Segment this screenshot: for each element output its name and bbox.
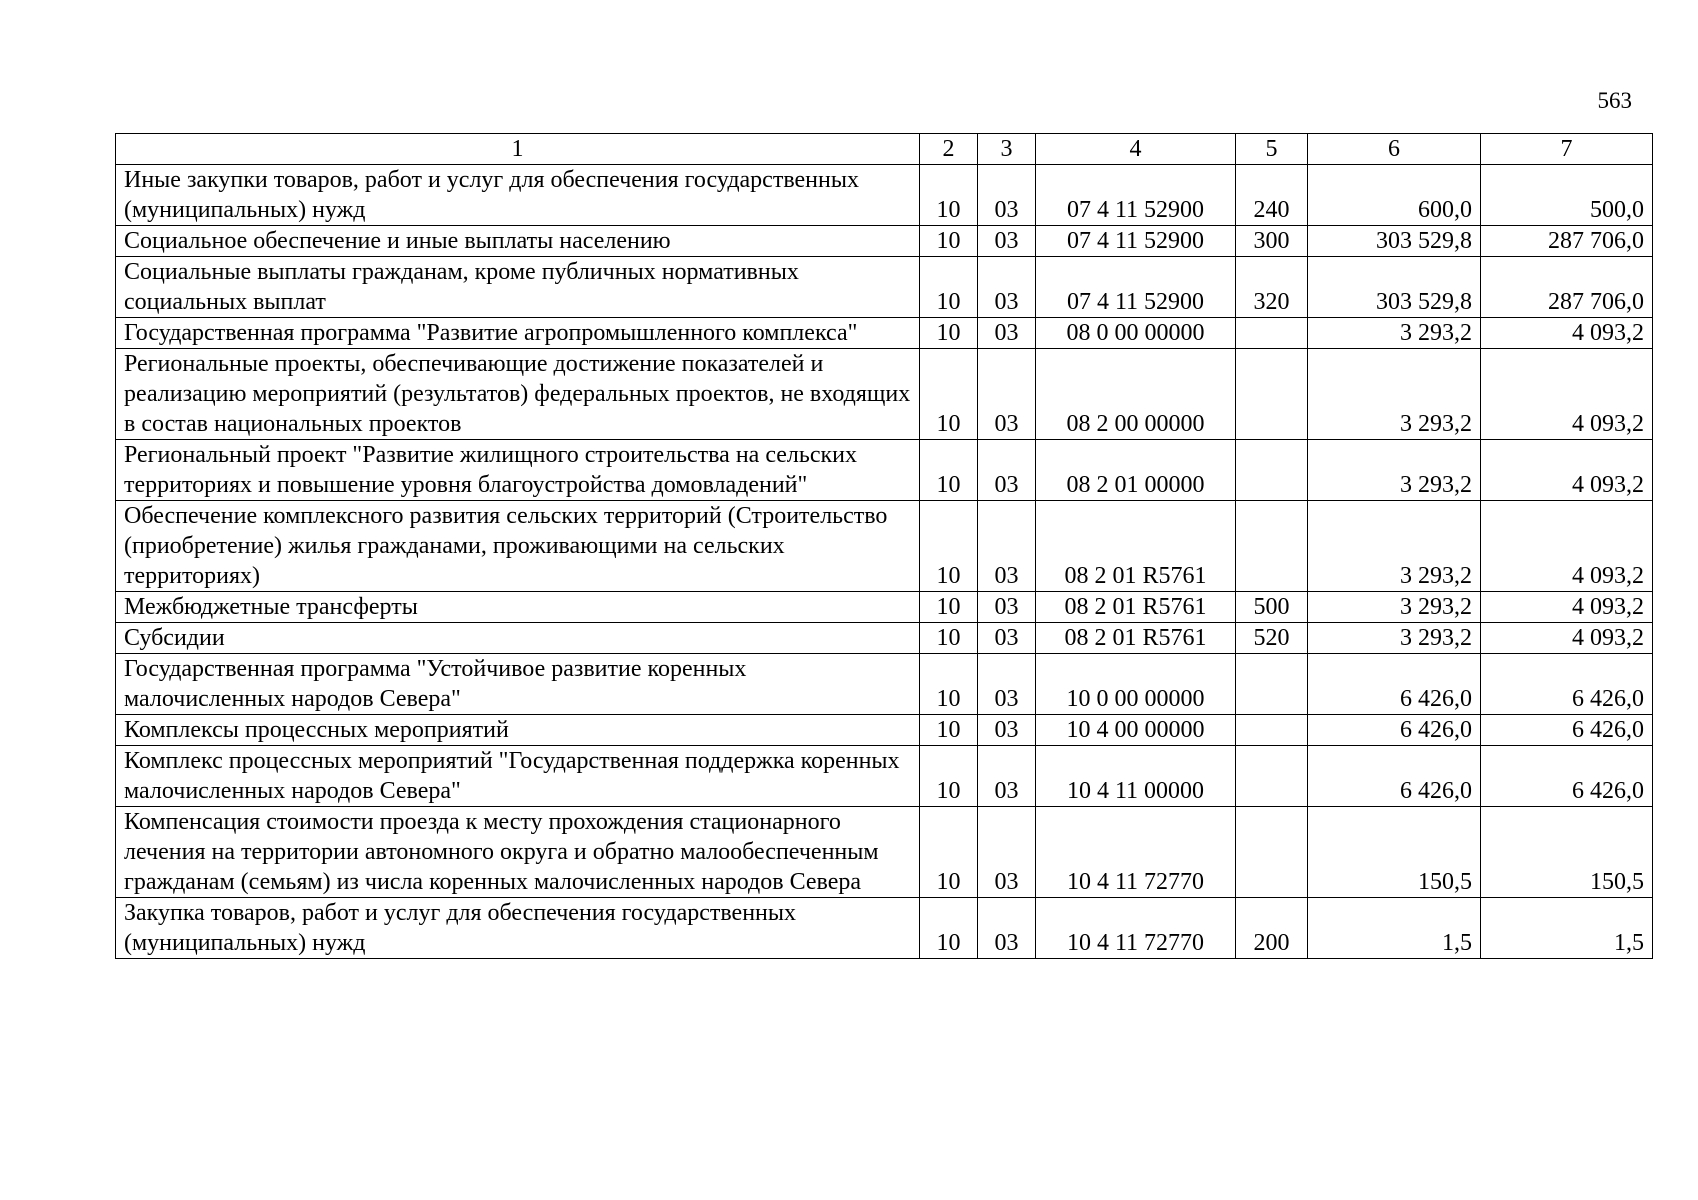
- subsection-code: 03: [978, 501, 1036, 592]
- target-article-code: 08 2 01 00000: [1036, 440, 1236, 501]
- table-row: [116, 623, 1653, 654]
- row-name: Субсидии: [116, 623, 920, 654]
- section-code: 10: [920, 746, 978, 807]
- expense-type-code: 320: [1236, 257, 1308, 318]
- expense-type-code: [1236, 715, 1308, 746]
- target-article-code: 07 4 11 52900: [1036, 226, 1236, 257]
- target-article-code: 08 2 01 R5761: [1036, 623, 1236, 654]
- amount-year-2: 6 426,0: [1481, 746, 1653, 807]
- table-row: [116, 257, 1653, 318]
- amount-year-2: 287 706,0: [1481, 226, 1653, 257]
- column-header: 1: [116, 134, 920, 165]
- row-name: Межбюджетные трансферты: [116, 592, 920, 623]
- amount-year-2: 4 093,2: [1481, 623, 1653, 654]
- section-code: 10: [920, 257, 978, 318]
- target-article-code: 08 2 00 00000: [1036, 349, 1236, 440]
- table-row: [116, 226, 1653, 257]
- table-row: [116, 318, 1653, 349]
- subsection-code: 03: [978, 715, 1036, 746]
- subsection-code: 03: [978, 440, 1036, 501]
- amount-year-1: 3 293,2: [1308, 318, 1481, 349]
- table-row: [116, 654, 1653, 715]
- subsection-code: 03: [978, 257, 1036, 318]
- amount-year-2: 4 093,2: [1481, 440, 1653, 501]
- table-row: [116, 592, 1653, 623]
- amount-year-2: 4 093,2: [1481, 349, 1653, 440]
- subsection-code: 03: [978, 746, 1036, 807]
- row-name: Региональный проект "Развитие жилищного строительства на сельских территориях и повышение уровня благоустройства домовладений": [116, 440, 920, 501]
- target-article-code: 10 0 00 00000: [1036, 654, 1236, 715]
- expense-type-code: [1236, 807, 1308, 898]
- row-name: Обеспечение комплексного развития сельских территорий (Строительство (приобретение) жилья гражданами, проживающими на сельских территориях): [116, 501, 920, 592]
- page-number: 563: [1597, 88, 1632, 113]
- row-name: Государственная программа "Развитие агропромышленного комплекса": [116, 318, 920, 349]
- row-name: Социальные выплаты гражданам, кроме публичных нормативных социальных выплат: [116, 257, 920, 318]
- expense-type-code: [1236, 318, 1308, 349]
- section-code: 10: [920, 165, 978, 226]
- expense-type-code: 200: [1236, 898, 1308, 959]
- amount-year-2: 500,0: [1481, 165, 1653, 226]
- section-code: 10: [920, 592, 978, 623]
- subsection-code: 03: [978, 623, 1036, 654]
- amount-year-1: 6 426,0: [1308, 715, 1481, 746]
- subsection-code: 03: [978, 592, 1036, 623]
- expense-type-code: [1236, 349, 1308, 440]
- section-code: 10: [920, 440, 978, 501]
- column-header: 2: [920, 134, 978, 165]
- table-row: [116, 165, 1653, 226]
- target-article-code: 10 4 11 72770: [1036, 807, 1236, 898]
- row-name: Компенсация стоимости проезда к месту прохождения стационарного лечения на территории автономного округа и обратно малообеспеченным гражданам (семьям) из числа коренных малочисленных народов Севера: [116, 807, 920, 898]
- expense-type-code: 520: [1236, 623, 1308, 654]
- expense-type-code: 300: [1236, 226, 1308, 257]
- section-code: 10: [920, 898, 978, 959]
- target-article-code: 08 0 00 00000: [1036, 318, 1236, 349]
- table-row: [116, 807, 1653, 898]
- target-article-code: 08 2 01 R5761: [1036, 501, 1236, 592]
- column-header: 7: [1481, 134, 1653, 165]
- section-code: 10: [920, 318, 978, 349]
- amount-year-1: 6 426,0: [1308, 654, 1481, 715]
- amount-year-2: 1,5: [1481, 898, 1653, 959]
- row-name: Комплекс процессных мероприятий "Государственная поддержка коренных малочисленных народов Севера": [116, 746, 920, 807]
- section-code: 10: [920, 654, 978, 715]
- amount-year-1: 3 293,2: [1308, 623, 1481, 654]
- subsection-code: 03: [978, 807, 1036, 898]
- subsection-code: 03: [978, 349, 1036, 440]
- amount-year-2: 4 093,2: [1481, 501, 1653, 592]
- section-code: 10: [920, 807, 978, 898]
- amount-year-2: 287 706,0: [1481, 257, 1653, 318]
- target-article-code: 10 4 11 00000: [1036, 746, 1236, 807]
- amount-year-1: 600,0: [1308, 165, 1481, 226]
- section-code: 10: [920, 715, 978, 746]
- budget-table: [115, 133, 1653, 959]
- target-article-code: 10 4 00 00000: [1036, 715, 1236, 746]
- column-header: 6: [1308, 134, 1481, 165]
- expense-type-code: [1236, 654, 1308, 715]
- section-code: 10: [920, 623, 978, 654]
- amount-year-2: 4 093,2: [1481, 318, 1653, 349]
- amount-year-2: 150,5: [1481, 807, 1653, 898]
- amount-year-2: 6 426,0: [1481, 654, 1653, 715]
- amount-year-2: 4 093,2: [1481, 592, 1653, 623]
- target-article-code: 07 4 11 52900: [1036, 257, 1236, 318]
- table-row: [116, 746, 1653, 807]
- target-article-code: 08 2 01 R5761: [1036, 592, 1236, 623]
- subsection-code: 03: [978, 318, 1036, 349]
- expense-type-code: 500: [1236, 592, 1308, 623]
- section-code: 10: [920, 349, 978, 440]
- target-article-code: 10 4 11 72770: [1036, 898, 1236, 959]
- row-name: Государственная программа "Устойчивое развитие коренных малочисленных народов Севера": [116, 654, 920, 715]
- column-number-header-row: [116, 134, 1653, 165]
- row-name: Комплексы процессных мероприятий: [116, 715, 920, 746]
- column-header: 4: [1036, 134, 1236, 165]
- amount-year-1: 3 293,2: [1308, 592, 1481, 623]
- expense-type-code: [1236, 501, 1308, 592]
- subsection-code: 03: [978, 898, 1036, 959]
- section-code: 10: [920, 501, 978, 592]
- subsection-code: 03: [978, 226, 1036, 257]
- subsection-code: 03: [978, 654, 1036, 715]
- expense-type-code: 240: [1236, 165, 1308, 226]
- table-row: [116, 440, 1653, 501]
- amount-year-1: 303 529,8: [1308, 257, 1481, 318]
- row-name: Иные закупки товаров, работ и услуг для обеспечения государственных (муниципальных) нужд: [116, 165, 920, 226]
- section-code: 10: [920, 226, 978, 257]
- row-name: Закупка товаров, работ и услуг для обеспечения государственных (муниципальных) нужд: [116, 898, 920, 959]
- amount-year-1: 3 293,2: [1308, 501, 1481, 592]
- table-row: [116, 898, 1653, 959]
- amount-year-2: 6 426,0: [1481, 715, 1653, 746]
- column-header: 5: [1236, 134, 1308, 165]
- amount-year-1: 303 529,8: [1308, 226, 1481, 257]
- amount-year-1: 3 293,2: [1308, 440, 1481, 501]
- table-row: [116, 715, 1653, 746]
- subsection-code: 03: [978, 165, 1036, 226]
- column-header: 3: [978, 134, 1036, 165]
- table-row: [116, 501, 1653, 592]
- amount-year-1: 1,5: [1308, 898, 1481, 959]
- target-article-code: 07 4 11 52900: [1036, 165, 1236, 226]
- amount-year-1: 6 426,0: [1308, 746, 1481, 807]
- row-name: Региональные проекты, обеспечивающие достижение показателей и реализацию мероприятий (результатов) федеральных проектов, не входящих в состав национальных проектов: [116, 349, 920, 440]
- amount-year-1: 150,5: [1308, 807, 1481, 898]
- row-name: Социальное обеспечение и иные выплаты населению: [116, 226, 920, 257]
- amount-year-1: 3 293,2: [1308, 349, 1481, 440]
- expense-type-code: [1236, 440, 1308, 501]
- table-row: [116, 349, 1653, 440]
- expense-type-code: [1236, 746, 1308, 807]
